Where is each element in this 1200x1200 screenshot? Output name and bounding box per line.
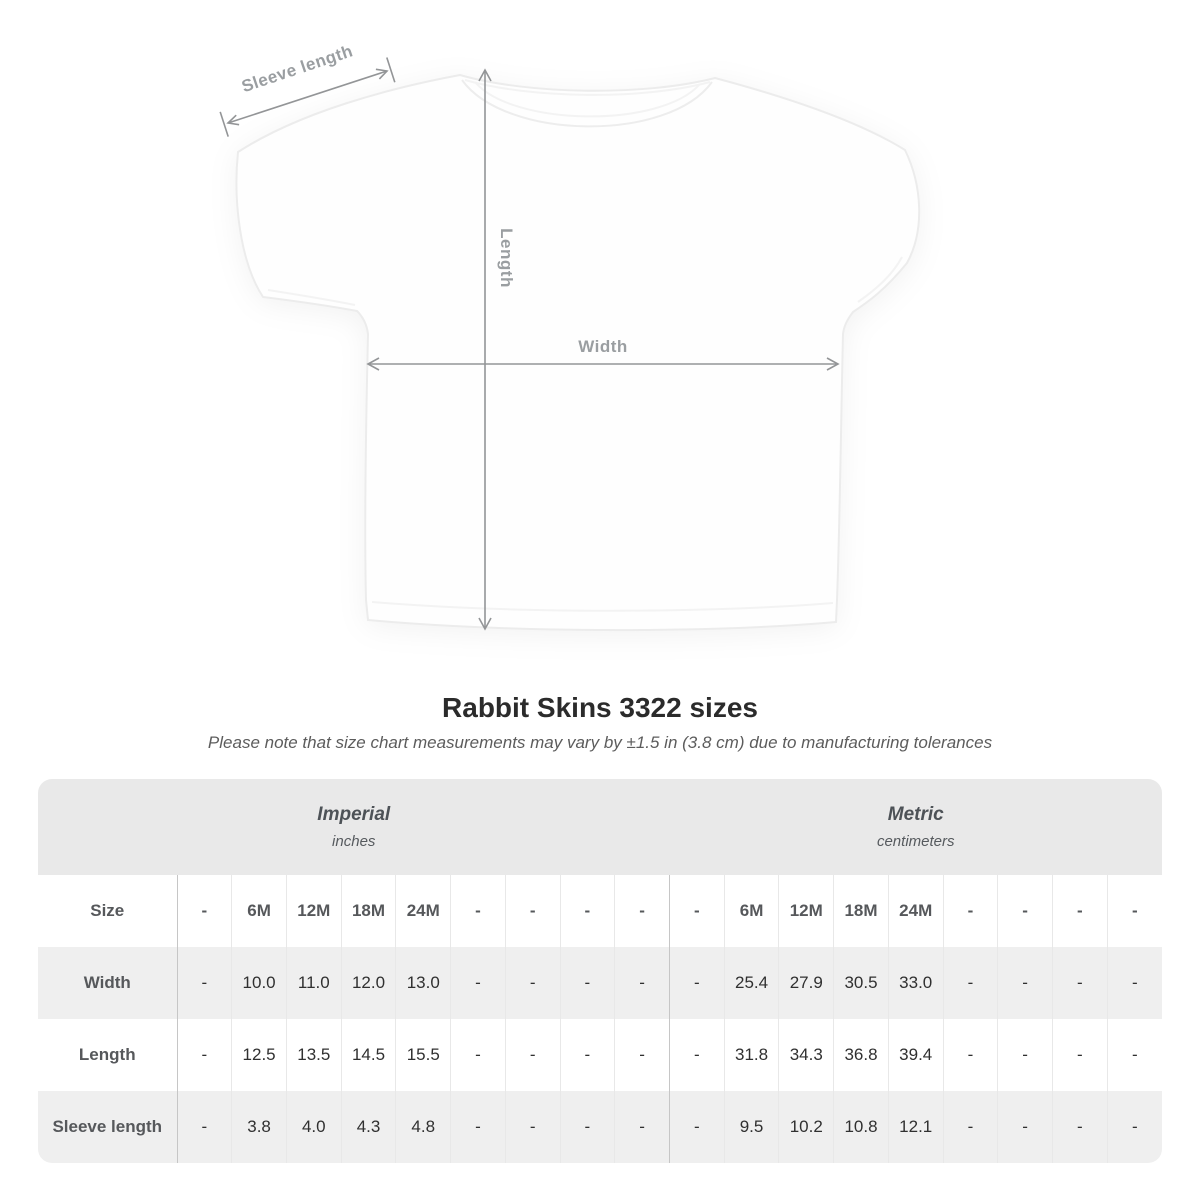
data-cell: 4.3: [341, 1091, 396, 1163]
data-cell: -: [943, 1091, 998, 1163]
imperial-label: Imperial: [317, 804, 391, 825]
data-cell: -: [998, 1091, 1053, 1163]
data-cell: -: [560, 947, 615, 1019]
size-cell: -: [669, 875, 724, 947]
size-cell: -: [943, 875, 998, 947]
data-cell: 15.5: [396, 1019, 451, 1091]
size-cell: 18M: [341, 875, 396, 947]
size-header-row: [38, 875, 1162, 947]
data-cell: 25.4: [724, 947, 779, 1019]
unit-group-header-row: [38, 779, 1162, 875]
data-cell: -: [177, 1091, 232, 1163]
data-cell: 10.0: [232, 947, 287, 1019]
data-cell: 33.0: [888, 947, 943, 1019]
data-cell: -: [1107, 1019, 1162, 1091]
data-cell: -: [943, 947, 998, 1019]
data-cell: 3.8: [232, 1091, 287, 1163]
data-cell: -: [451, 1091, 506, 1163]
data-cell: 12.5: [232, 1019, 287, 1091]
size-cell: 6M: [724, 875, 779, 947]
data-cell: -: [615, 947, 670, 1019]
data-cell: 14.5: [341, 1019, 396, 1091]
data-cell: 30.5: [834, 947, 889, 1019]
data-cell: 36.8: [834, 1019, 889, 1091]
imperial-unit: inches: [332, 833, 376, 850]
data-cell: -: [451, 947, 506, 1019]
data-cell: -: [505, 947, 560, 1019]
size-cell: -: [177, 875, 232, 947]
row-label-cell: Size: [38, 875, 177, 947]
data-cell: -: [1107, 1091, 1162, 1163]
data-cell: 4.8: [396, 1091, 451, 1163]
data-cell: -: [998, 1019, 1053, 1091]
data-cell: 4.0: [286, 1091, 341, 1163]
size-cell: 12M: [779, 875, 834, 947]
data-cell: -: [1053, 1019, 1108, 1091]
metric-group-header: [669, 779, 1162, 875]
length-row: [38, 1019, 1162, 1091]
data-cell: -: [1107, 947, 1162, 1019]
row-label-cell: Width: [38, 947, 177, 1019]
size-cell: 6M: [232, 875, 287, 947]
data-cell: -: [177, 1019, 232, 1091]
data-cell: -: [669, 1091, 724, 1163]
size-cell: 18M: [834, 875, 889, 947]
data-cell: 34.3: [779, 1019, 834, 1091]
data-cell: 13.5: [286, 1019, 341, 1091]
size-chart-table: [38, 779, 1162, 1163]
sleeve-length-row: [38, 1091, 1162, 1163]
tolerance-note: Please note that size chart measurements may vary by ±1.5 in (3.8 cm) due to manufacturing tolerances: [207, 733, 993, 752]
size-cell: 12M: [286, 875, 341, 947]
data-cell: -: [943, 1019, 998, 1091]
length-label: Length: [497, 228, 516, 288]
row-label-cell: Sleeve length: [38, 1091, 177, 1163]
page-title: Rabbit Skins 3322 sizes: [442, 692, 758, 723]
row-label-cell: Length: [38, 1019, 177, 1091]
data-cell: 39.4: [888, 1019, 943, 1091]
size-cell: -: [998, 875, 1053, 947]
title-block: [0, 692, 1200, 753]
size-cell: -: [451, 875, 506, 947]
size-table-container: [38, 779, 1162, 1163]
size-cell: -: [615, 875, 670, 947]
data-cell: -: [615, 1019, 670, 1091]
sleeve-length-label: Sleeve length: [239, 41, 356, 97]
data-cell: -: [560, 1019, 615, 1091]
data-cell: 11.0: [286, 947, 341, 1019]
size-cell: -: [1053, 875, 1108, 947]
data-cell: -: [669, 947, 724, 1019]
width-label: Width: [578, 337, 628, 356]
data-cell: -: [669, 1019, 724, 1091]
size-cell: 24M: [888, 875, 943, 947]
data-cell: -: [451, 1019, 506, 1091]
data-cell: -: [615, 1091, 670, 1163]
size-cell: -: [560, 875, 615, 947]
data-cell: 13.0: [396, 947, 451, 1019]
metric-unit: centimeters: [876, 833, 955, 850]
data-cell: 12.1: [888, 1091, 943, 1163]
data-cell: 12.0: [341, 947, 396, 1019]
data-cell: -: [1053, 1091, 1108, 1163]
imperial-group-header: [38, 779, 669, 875]
data-cell: -: [505, 1019, 560, 1091]
data-cell: 10.8: [834, 1091, 889, 1163]
size-cell: -: [1107, 875, 1162, 947]
size-cell: -: [505, 875, 560, 947]
data-cell: 31.8: [724, 1019, 779, 1091]
data-cell: 9.5: [724, 1091, 779, 1163]
data-cell: 27.9: [779, 947, 834, 1019]
data-cell: -: [177, 947, 232, 1019]
data-cell: -: [998, 947, 1053, 1019]
data-cell: -: [1053, 947, 1108, 1019]
data-cell: 10.2: [779, 1091, 834, 1163]
width-row: [38, 947, 1162, 1019]
size-cell: 24M: [396, 875, 451, 947]
data-cell: -: [505, 1091, 560, 1163]
data-cell: -: [560, 1091, 615, 1163]
metric-label: Metric: [887, 804, 944, 825]
